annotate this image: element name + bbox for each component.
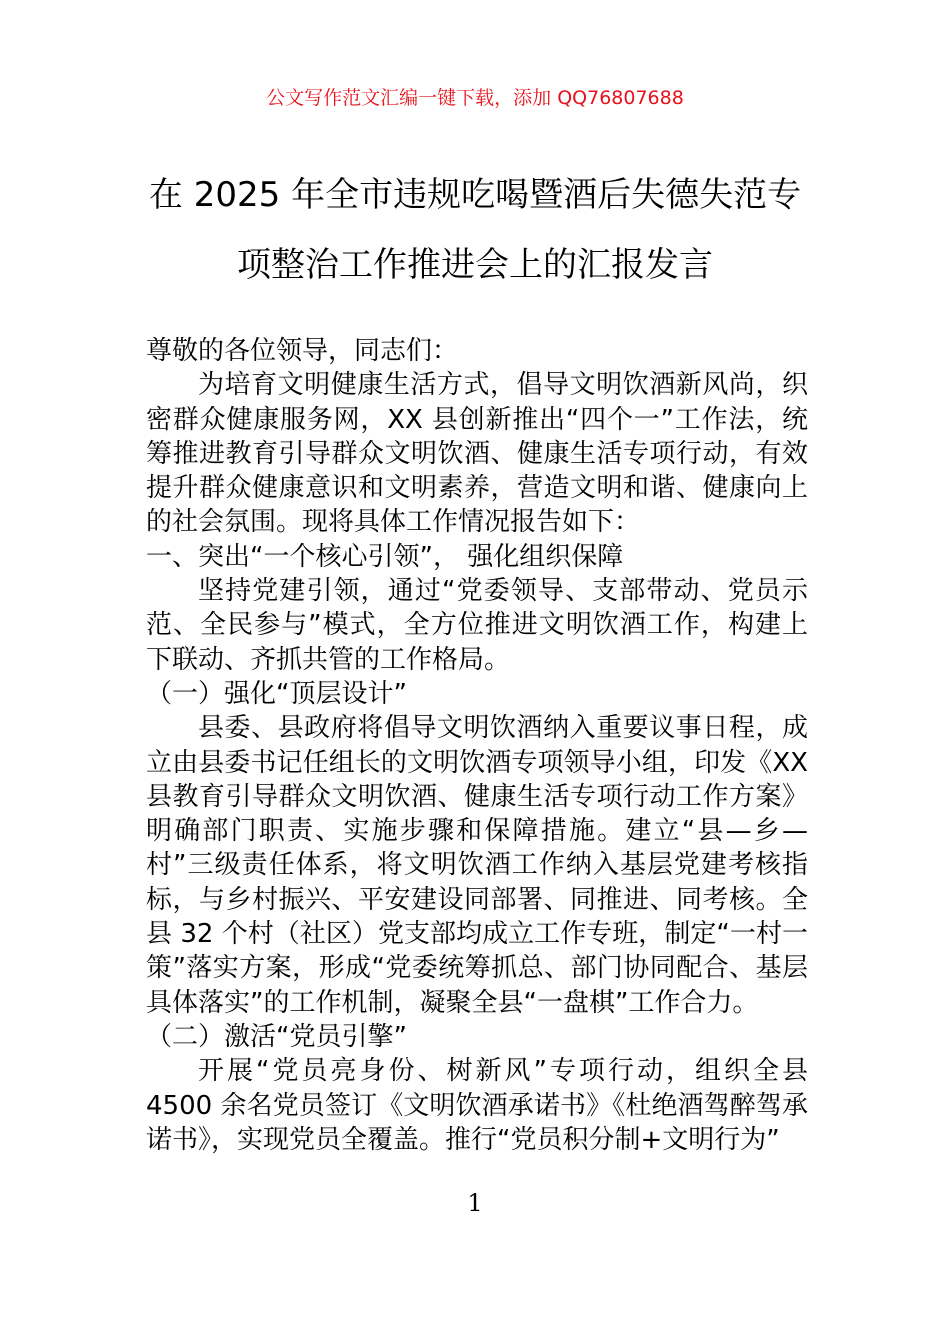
subsection-2-heading: （二）激活“党员引擎” xyxy=(146,1021,407,1052)
page-number: 1 xyxy=(467,1189,483,1217)
subsection-1-paragraph: 县委、县政府将倡导文明饮酒纳入重要议事日程，成立由县委书记任组长的文明饮酒专项领导小组，印发《XX县教育引导群众文明饮酒、健康生活专项行动工作方案》明确部门职责、实施步骤和保障措施。建立“县—乡—村”三级责任体系，将文明饮酒工作纳入基层党建考核指标，与乡村振兴、平安建设同部署、同推进、同考核。全县 32 个村（社区）党支部均成立工作专班，制定“一村一策”落实方案，形成“党委统筹抓总、部门协同配合、基层具体落实”的工作机制，凝聚全县“一盘棋”工作合力。 xyxy=(146,713,808,1018)
title-line-2: 项整治工作推进会上的汇报发言 xyxy=(237,245,713,285)
salutation: 尊敬的各位领导，同志们： xyxy=(146,336,459,366)
subsection-2-paragraph: 开展“党员亮身份、树新风”专项行动，组织全县4500 余名党员签订《文明饮酒承诺书》《杜绝酒驾醉驾承诺书》，实现党员全覆盖。推行“党员积分制+文明行为” xyxy=(146,1056,808,1155)
document-body xyxy=(146,334,808,1157)
section-1-paragraph: 坚持党建引领，通过“党委领导、支部带动、党员示范、全民参与”模式，全方位推进文明饮酒工作，构建上下联动、齐抓共管的工作格局。 xyxy=(146,576,808,675)
subsection-1-heading: （一）强化“顶层设计” xyxy=(146,678,407,709)
document-title xyxy=(130,160,820,300)
section-1-heading: 一、突出“一个核心引领”， 强化组织保障 xyxy=(146,541,624,572)
intro-paragraph: 为培育文明健康生活方式，倡导文明饮酒新风尚，织密群众健康服务网，XX 县创新推出“四个一”工作法，统筹推进教育引导群众文明饮酒、健康生活专项行动，有效提升群众健康意识和文明素养，营造文明和谐、健康向上的社会氛围。现将具体工作情况报告如下： xyxy=(146,370,808,538)
watermark-text: 公文写作范文汇编一键下载，添加 QQ76807688 xyxy=(266,87,684,109)
title-line-1: 在 2025 年全市违规吃喝暨酒后失德失范专 xyxy=(148,175,802,215)
